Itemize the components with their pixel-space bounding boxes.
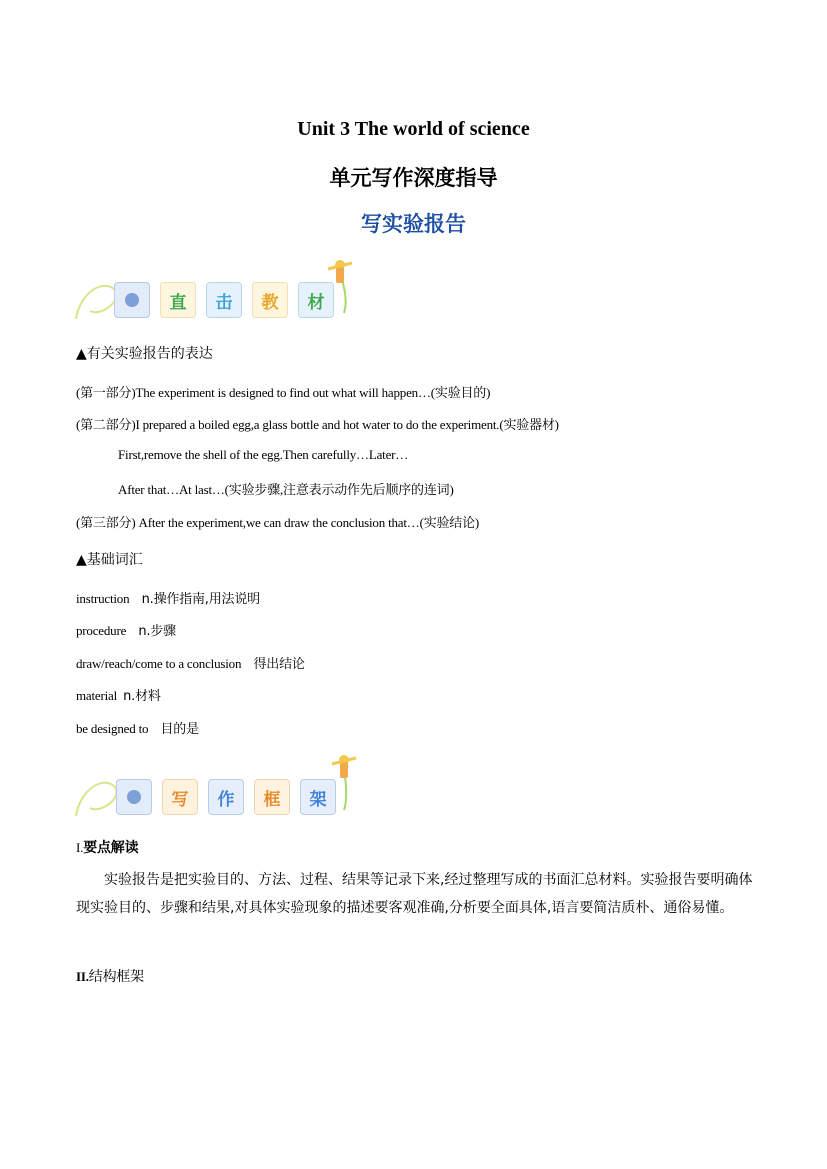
expression-line: (第一部分)The experiment is designed to find out what will happen…(实验目的) [76,385,491,400]
vocab-item [76,685,161,704]
topic-title: 写实验报告 [361,212,466,236]
clock-icon [114,282,150,318]
vocab-cn: 目的是 [160,722,199,737]
banner-char: 架 [300,779,336,815]
section-heading: ▲有关实验报告的表达 [76,346,213,362]
section-heading: ▲基础词汇 [76,552,143,568]
point-title: 要点解读 [83,840,139,856]
expression-line: (第二部分)I prepared a boiled egg,a glass bottle and hot water to do the experiment.(实验器材) [76,417,559,432]
point-number: II. [76,969,89,984]
vocab-en: draw/reach/come to a conclusion [76,656,242,671]
vocab-en: material [76,688,117,703]
vocab-item [76,620,176,639]
vocab-item [76,653,305,672]
banner-char: 教 [252,282,288,318]
banner-char: 直 [160,282,196,318]
banner-char: 作 [208,779,244,815]
expression-line: After that…At last…(实验步骤,注意表示动作先后顺序的连词) [118,482,454,497]
key-points-paragraph: 实验报告是把实验目的、方法、过程、结果等记录下来,经过整理写成的书面汇总材料。实验报告要明确体现实验目的、步骤和结果,对具体实验现象的描述要客观准确,分析要全面具体,语言要简洁质朴、通俗易懂。 [76,872,753,916]
banner-char: 框 [254,779,290,815]
vocab-item [76,588,260,607]
guide-subtitle: 单元写作深度指导 [329,166,498,190]
vocab-cn: 得出结论 [253,657,305,672]
vocab-cn: n.材料 [123,689,161,704]
banner-char: 材 [298,282,334,318]
point-heading [76,966,144,986]
point-title: 结构框架 [88,969,144,985]
banner-writing-frame [72,752,362,827]
point-heading [76,837,138,857]
vocab-item [76,718,199,737]
banner-char: 击 [206,282,242,318]
banner-textbook [72,255,362,330]
vocab-cn: n.步骤 [138,624,176,639]
vocab-en: be designed to [76,721,149,736]
banner-char: 写 [162,779,198,815]
vocab-en: procedure [76,623,127,638]
clock-icon [116,779,152,815]
expression-line: First,remove the shell of the egg.Then carefully…Later… [118,447,409,462]
point-number: I. [76,840,84,855]
vocab-cn: n.操作指南,用法说明 [141,592,260,607]
expression-line: (第三部分) After the experiment,we can draw the conclusion that…(实验结论) [76,515,480,530]
vocab-en: instruction [76,591,130,606]
unit-title: Unit 3 The world of science [297,118,530,140]
